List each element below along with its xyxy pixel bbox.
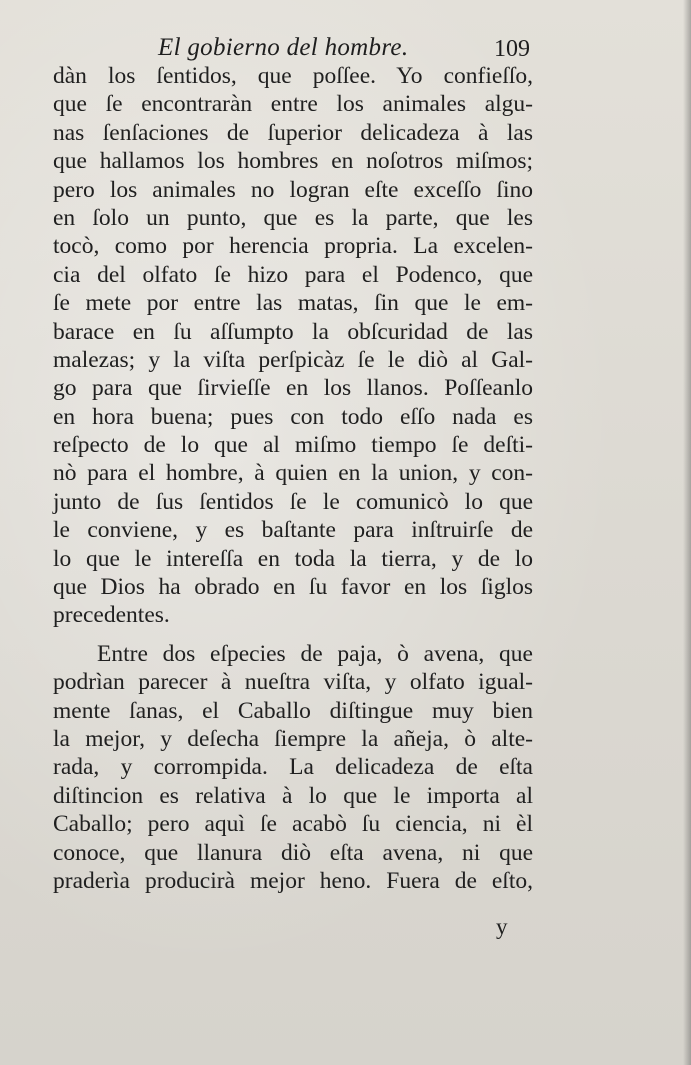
text-line: en ſolo un punto, que es la parte, que les [53, 204, 533, 231]
page-number: 109 [494, 36, 530, 62]
text-line: malezas; y la viſta perſpicàz ſe le diò al Gal- [53, 346, 533, 373]
text-line: reſpecto de lo que al miſmo tiempo ſe deſti- [53, 432, 533, 459]
text-line: cia del olfato ſe hizo para el Podenco, que [53, 261, 533, 288]
text-line: precedentes. [53, 602, 170, 629]
text-line: nò para el hombre, à quien en la union, y con- [53, 460, 533, 487]
text-line: Caballo; pero aquì ſe acabò ſu ciencia, ni èl [53, 811, 533, 838]
text-line: que hallamos los hombres en noſotros miſmos; [53, 148, 533, 175]
text-line: junto de ſus ſentidos ſe le comunicò lo que [53, 488, 533, 515]
page-edge-shadow [683, 0, 691, 1065]
text-line: le conviene, y es baſtante para inſtruirſe de [53, 517, 533, 544]
paragraph-2 [53, 640, 533, 896]
text-line: ſe mete por entre las matas, ſin que le em- [53, 290, 533, 317]
text-line: nas ſenſaciones de ſuperior delicadeza à las [53, 119, 533, 146]
text-line: que Dios ha obrado en ſu favor en los ſiglos [53, 574, 533, 601]
text-line: podrìan parecer à nueſtra viſta, y olfato igual- [53, 669, 533, 696]
running-title: El gobierno del hombre. [158, 34, 409, 61]
text-line: rada, y corrompida. La delicadeza de eſta [53, 754, 533, 781]
text-line: la mejor, y deſecha ſiempre la añeja, ò alte- [53, 725, 533, 752]
text-line: lo que le intereſſa en toda la tierra, y de lo [53, 545, 533, 572]
text-line: go para que ſirvieſſe en los llanos. Poſſeanlo [53, 375, 533, 402]
catchword: y [496, 914, 508, 939]
text-line: en hora buena; pues con todo eſſo nada es [53, 403, 533, 430]
paragraph-1 [53, 62, 533, 630]
text-line: diſtincion es relativa à lo que le importa al [53, 782, 533, 809]
text-line: praderìa producirà mejor heno. Fuera de eſto, [53, 867, 533, 894]
paragraph-gap [53, 630, 533, 640]
text-line: mente ſanas, el Caballo diſtingue muy bien [53, 697, 533, 724]
text-line: conoce, que llanura diò eſta avena, ni que [53, 839, 533, 866]
text-line: Entre dos eſpecies de paja, ò avena, que [97, 640, 533, 667]
body-text [53, 62, 533, 895]
text-line: que ſe encontraràn entre los animales algu- [53, 91, 533, 118]
text-line: barace en ſu aſſumpto la obſcuridad de las [53, 318, 533, 345]
text-line: dàn los ſentidos, que poſſee. Yo confieſſo, [53, 63, 533, 89]
text-line: pero los animales no logran eſte exceſſo ſino [53, 176, 533, 203]
text-line: tocò, como por herencia propria. La excelen- [53, 233, 533, 260]
